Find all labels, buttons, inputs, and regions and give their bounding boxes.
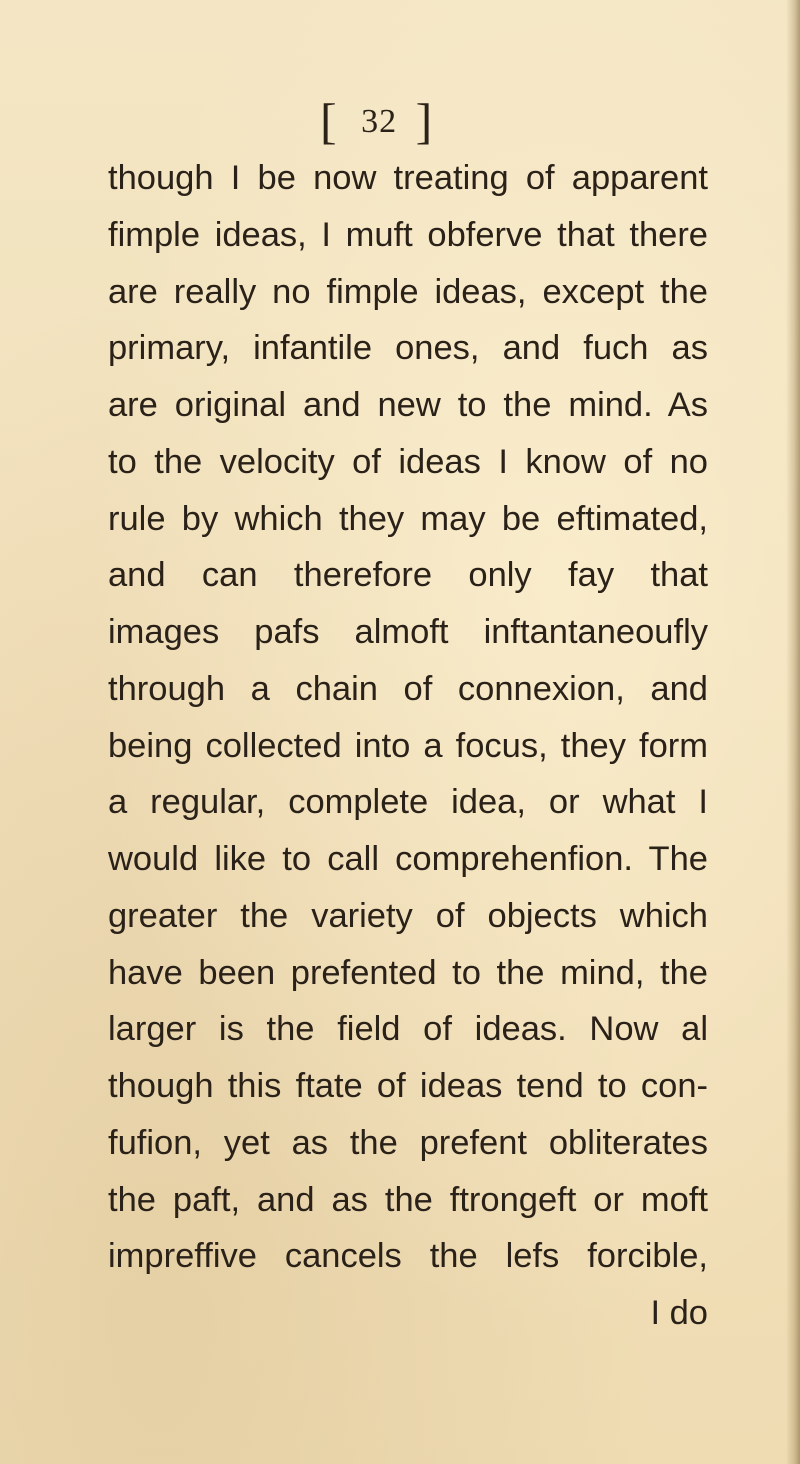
text-line: though this ftate of ideas tend to con- <box>108 1067 708 1105</box>
page-edge-shadow <box>786 0 800 1464</box>
text-line: greater the variety of objects which <box>108 896 708 935</box>
text-line: have been prefented to the mind, the <box>108 953 708 992</box>
page-header <box>320 92 480 150</box>
text-line: are really no fimple ideas, except the <box>108 272 708 311</box>
text-line: to the velocity of ideas I know of no <box>108 442 708 481</box>
text-line: though I be now treating of apparent <box>108 159 708 197</box>
text-line: rule by which they may be eftimated, <box>108 499 708 538</box>
text-line: fimple ideas, I muft obferve that there <box>108 215 708 254</box>
text-line: through a chain of connexion, and <box>108 669 708 708</box>
catchword: I do <box>650 1294 708 1332</box>
text-line: impreffive cancels the lefs forcible, <box>108 1237 708 1276</box>
body-text <box>108 150 708 1342</box>
text-line: fufion, yet as the prefent obliterates <box>108 1123 708 1162</box>
text-line: images pafs almoft inftantaneoufly <box>108 613 708 651</box>
text-line: larger is the field of ideas. Now al <box>108 1010 708 1049</box>
text-line: the paft, and as the ftrongeft or moft <box>108 1180 708 1219</box>
text-line: primary, infantile ones, and fuch as <box>108 329 708 368</box>
text-line: are original and new to the mind. As <box>108 386 708 424</box>
header-open-bracket: [ <box>320 93 343 149</box>
text-line: being collected into a focus, they form <box>108 726 708 765</box>
text-line: and can therefore only fay that <box>108 556 708 595</box>
header-close-bracket: ] <box>415 93 439 149</box>
text-line: a regular, complete idea, or what I <box>108 783 708 822</box>
page-number: 32 <box>361 103 398 140</box>
text-line: would like to call comprehenfion. The <box>108 840 708 878</box>
